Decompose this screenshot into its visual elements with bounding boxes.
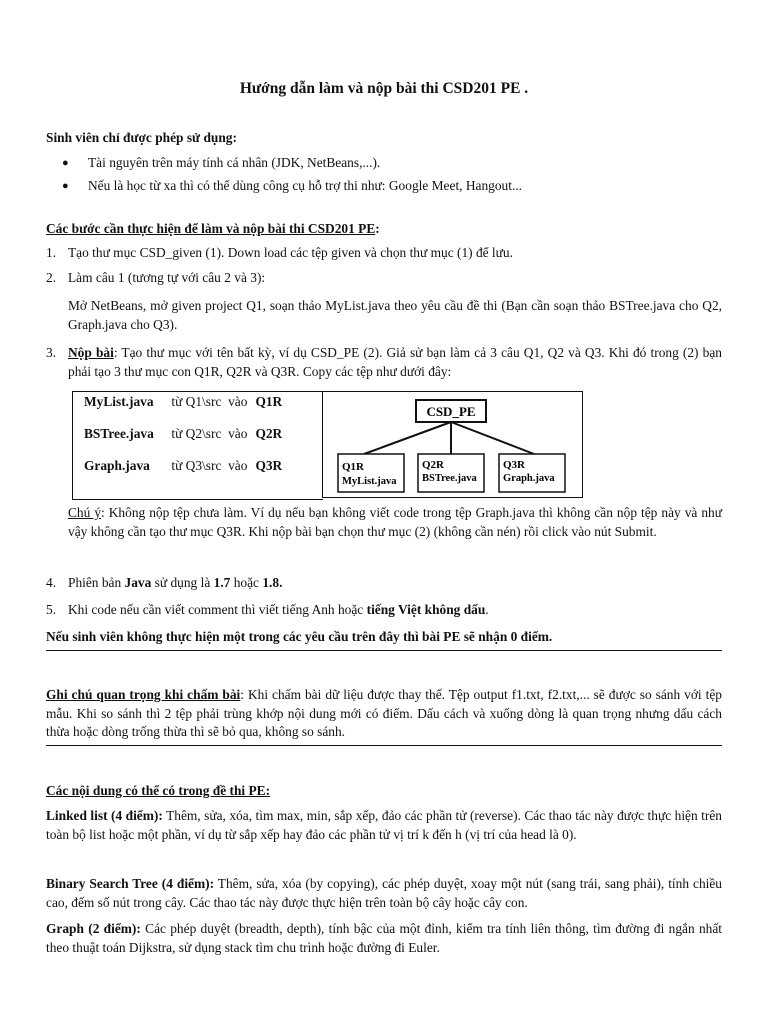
step-number: 4. bbox=[46, 575, 57, 590]
step-number: 2. bbox=[46, 270, 57, 285]
s5-end: . bbox=[485, 602, 489, 617]
s5-bold: tiếng Việt không dấu bbox=[366, 602, 486, 617]
steps-heading-text: Các bước cần thực hiện để làm và nộp bài thi CSD201 PE bbox=[46, 221, 376, 236]
folder-diagram bbox=[322, 391, 584, 499]
allowed-item-text: Nếu là học từ xa thì có thể dùng công cụ hỗ trợ thi như: Google Meet, Hangout... bbox=[88, 178, 523, 193]
grading-label: Ghi chú quan trọng khi chấm bài bbox=[46, 687, 241, 702]
grading-note bbox=[46, 686, 722, 742]
allowed-item-text: Tài nguyên trên máy tính cá nhân (JDK, NetBeans,...). bbox=[88, 155, 381, 170]
topic-graph bbox=[46, 920, 722, 957]
topic-text: Thêm, sửa, xóa, tìm max, min, sắp xếp, đảo các phần tử (reverse). Các thao tác này được thực hiện trên toàn bộ list hoặc một phần, ví dụ từ sắp xếp hay đảo các phần tử vị trí k đến h (vị trí của head là 0). bbox=[46, 808, 722, 842]
section-divider bbox=[46, 745, 722, 746]
step-number: 1. bbox=[46, 245, 57, 260]
step-number: 5. bbox=[46, 602, 57, 617]
step-text bbox=[68, 344, 722, 381]
child-file-label: MyList.java bbox=[342, 476, 397, 487]
copy-from: từ Q3\src bbox=[171, 458, 222, 473]
copy-to: Q3R bbox=[255, 458, 283, 473]
child-file-label: BSTree.java bbox=[422, 473, 477, 484]
allowed-heading: Sinh viên chỉ được phép sử dụng: bbox=[46, 130, 237, 145]
submit-label: Nộp bài bbox=[68, 345, 114, 360]
content-heading: Các nội dung có thể có trong đề thi PE: bbox=[46, 783, 271, 798]
java-label: Java bbox=[124, 575, 152, 590]
warning-text: Nếu sinh viên không thực hiện một trong các yêu cầu trên đây thì bài PE sẽ nhận 0 điểm. bbox=[46, 629, 553, 644]
copy-row bbox=[84, 393, 282, 412]
submit-text: : Tạo thư mục với tên bất kỳ, ví dụ CSD_PE (2). Giả sử bạn làm cả 3 câu Q1, Q2 và Q3. Khi đó trong (2) bạn phải tạo 3 thư mục con Q1R, Q2R và Q3R. Copy các tệp như dưới đây: bbox=[68, 345, 722, 379]
topic-name: Linked list (4 điểm): bbox=[46, 808, 163, 823]
topic-text: Thêm, sửa, xóa (by copying), các phép duyệt, xoay một nút (sang trái, sang phải), tính chiều cao, đếm số nút trong cây. Các thao tác này được thực hiện trên toàn bộ cây hoặc cây con. bbox=[46, 876, 723, 910]
page-title: Hướng dẫn làm và nộp bài thi CSD201 PE . bbox=[239, 80, 529, 97]
steps-heading-colon: : bbox=[375, 221, 380, 236]
copy-file: BSTree.java bbox=[84, 426, 154, 441]
topic-name: Graph (2 điểm): bbox=[46, 921, 141, 936]
root-node-label: CSD_PE bbox=[426, 404, 476, 419]
bullet-icon: ● bbox=[62, 157, 69, 169]
note-text: : Không nộp tệp chưa làm. Ví dụ nếu bạn không viết code trong tệp Graph.java thì không cần nộp tệp này và như vậy không cần tạo thư mục Q3R. Khi nộp bài bạn chọn thư mục (2) (không cần nén) rồi click vào nút Submit. bbox=[68, 505, 722, 539]
s5-pre: Khi code nếu cần viết comment thì viết tiếng Anh hoặc bbox=[68, 602, 367, 617]
copy-to: Q2R bbox=[255, 426, 283, 441]
topic-linked-list bbox=[46, 807, 722, 844]
copy-from: từ Q2\src bbox=[171, 426, 222, 441]
copy-vao: vào bbox=[228, 458, 248, 473]
grading-text: : Khi chấm bài dữ liệu được thay thế. Tệp output f1.txt, f2.txt,... sẽ được so sánh với tệp mẫu. Khi so sánh thì 2 tệp phải trùng khớp nội dung mới có điểm. Dấu cách và xuống dòng là quan trọng nhưng dấu cách thừa hoặc dòng trống thừa thì sẽ bỏ qua, không so sánh. bbox=[46, 687, 722, 739]
s4-pre: Phiên bản bbox=[68, 575, 125, 590]
copy-from: từ Q1\src bbox=[171, 394, 222, 409]
child-file-label: Graph.java bbox=[503, 473, 555, 484]
topic-name: Binary Search Tree (4 điểm): bbox=[46, 876, 215, 891]
tree-edge bbox=[451, 422, 534, 454]
note-paragraph bbox=[68, 504, 722, 541]
s4-mid: sử dụng là bbox=[151, 575, 214, 590]
copy-row bbox=[84, 457, 282, 476]
java-version-1: 1.7 bbox=[213, 575, 231, 590]
copy-vao: vào bbox=[228, 426, 248, 441]
copy-vao: vào bbox=[228, 394, 248, 409]
step-text bbox=[68, 601, 722, 620]
copy-file: Graph.java bbox=[84, 458, 150, 473]
section-divider bbox=[46, 650, 722, 651]
step-text bbox=[68, 574, 722, 593]
step-text: Tạo thư mục CSD_given (1). Down load các tệp given và chọn thư mục (1) để lưu. bbox=[68, 245, 513, 260]
step-text: Làm câu 1 (tương tự với câu 2 và 3): bbox=[68, 270, 266, 285]
child-folder-label: Q2R bbox=[422, 459, 444, 471]
tree-edge bbox=[364, 422, 451, 454]
step-2-detail: Mở NetBeans, mở given project Q1, soạn thảo MyList.java theo yêu cầu đề thi (Bạn cần soạn thảo BSTree.java cho Q2, Graph.java cho Q3). bbox=[68, 298, 722, 332]
bullet-icon: ● bbox=[62, 180, 69, 192]
s4-or: hoặc bbox=[230, 575, 263, 590]
child-folder-label: Q1R bbox=[342, 461, 364, 473]
java-version-2: 1.8. bbox=[262, 575, 283, 590]
child-folder-label: Q3R bbox=[503, 459, 525, 471]
copy-row bbox=[84, 425, 282, 444]
step-number: 3. bbox=[46, 345, 57, 360]
copy-file: MyList.java bbox=[84, 394, 154, 409]
steps-heading bbox=[46, 220, 722, 239]
copy-to: Q1R bbox=[255, 394, 283, 409]
note-label: Chú ý bbox=[68, 505, 102, 520]
topic-bst bbox=[46, 875, 722, 912]
topic-text: Các phép duyệt (breadth, depth), tính bậc của một đỉnh, kiểm tra tính liên thông, tìm đường đi ngắn nhất theo thuật toán Dijkstra, sử dụng stack tìm chu trình hoặc đường đi Euler. bbox=[46, 921, 722, 955]
